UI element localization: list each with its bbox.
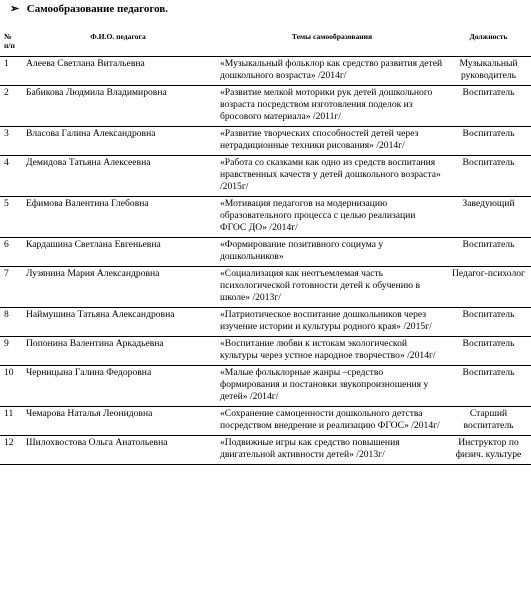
table-row	[0, 57, 531, 86]
teacher-name: Чемарова Наталья Леонидовна	[18, 407, 218, 436]
teacher-name: Лузянина Мария Александровна	[18, 267, 218, 308]
self-education-topic: «Развитие творческих способностей детей через нетрадиционные техники рисования» /2014г/	[218, 127, 446, 156]
row-num: 7	[0, 267, 18, 308]
teacher-name: Черницына Галина Федоровна	[18, 366, 218, 407]
self-education-topic: «Социализация как неотъемлемая часть психологической готовности детей к обучению в школе» /2013г/	[218, 267, 446, 308]
teacher-position: Инструктор по физич. культуре	[446, 436, 531, 465]
self-education-topic: «Патриотическое воспитание дошкольников через изучение истории и культуры родного края» /2015г/	[218, 308, 446, 337]
row-num: 8	[0, 308, 18, 337]
self-education-topic: «Формирование позитивного социума у дошкольников»	[218, 238, 446, 267]
self-education-topic: «Сохранение самоценности дошкольного детства посредством внедрение и реализацию ФГОС» /2014г/	[218, 407, 446, 436]
row-num: 11	[0, 407, 18, 436]
table-row	[0, 436, 531, 465]
header-num: № п/п	[4, 32, 15, 50]
header-topic: Темы самообразования	[291, 32, 373, 41]
teacher-name: Власова Галина Александровна	[18, 127, 218, 156]
table-row	[0, 267, 531, 308]
table-row	[0, 238, 531, 267]
teacher-name: Бабикова Людмила Владимировна	[18, 86, 218, 127]
table-row	[0, 86, 531, 127]
row-num: 2	[0, 86, 18, 127]
self-education-topic: «Подвижные игры как средство повышения двигательной активности детей» /2013г/	[218, 436, 446, 465]
teacher-name: Попонина Валентина Аркадьевна	[18, 337, 218, 366]
teacher-position: Педагог-психолог	[446, 267, 531, 308]
self-education-topic: «Мотивация педагогов на модернизацию образовательного процесса с целью реализации ФГОС ДО» /2014г/	[218, 197, 446, 238]
teacher-name: Демидова Татьяна Алексеевна	[18, 156, 218, 197]
header-position: Должность	[469, 32, 508, 41]
teacher-name: Шилохвостова Ольга Анатольевна	[18, 436, 218, 465]
teacher-position: Заведующий	[446, 197, 531, 238]
row-num: 10	[0, 366, 18, 407]
section-heading	[10, 2, 168, 15]
teacher-position: Музыкальный руководитель	[446, 57, 531, 86]
row-num: 4	[0, 156, 18, 197]
teachers-table-container	[0, 28, 531, 465]
teacher-position: Воспитатель	[446, 156, 531, 197]
header-name: Ф.И.О. педагога	[90, 32, 146, 41]
teacher-name: Ефимова Валентина Глебовна	[18, 197, 218, 238]
row-num: 9	[0, 337, 18, 366]
self-education-topic: «Воспитание любви к истокам экологической культуры через устное народное творчество» /2014г/	[218, 337, 446, 366]
table-row	[0, 197, 531, 238]
table-row	[0, 156, 531, 197]
self-education-topic: «Музыкальный фольклор как средство развития детей дошкольного возраста» /2014г/	[218, 57, 446, 86]
teacher-position: Воспитатель	[446, 308, 531, 337]
row-num: 1	[0, 57, 18, 86]
row-num: 5	[0, 197, 18, 238]
teacher-position: Воспитатель	[446, 127, 531, 156]
teacher-position: Старший воспитатель	[446, 407, 531, 436]
self-education-topic: «Малые фольклорные жанры –средство формирования и постановки звукопроизношения у детей» /2014г/	[218, 366, 446, 407]
table-row	[0, 366, 531, 407]
table-row	[0, 407, 531, 436]
teacher-name: Кардашина Светлана Евгеньевна	[18, 238, 218, 267]
section-title: Самообразование педагогов.	[26, 3, 168, 15]
self-education-topic: «Работа со сказками как одно из средств воспитания нравственных качеств у детей дошкольного возраста» /2015г/	[218, 156, 446, 197]
arrow-bullet-icon: ➢	[10, 3, 20, 15]
table-row	[0, 127, 531, 156]
teacher-position: Воспитатель	[446, 366, 531, 407]
teacher-position: Воспитатель	[446, 238, 531, 267]
teacher-name: Алеева Светлана Витальевна	[18, 57, 218, 86]
self-education-table	[0, 28, 531, 465]
row-num: 12	[0, 436, 18, 465]
row-num: 6	[0, 238, 18, 267]
teacher-position: Воспитатель	[446, 337, 531, 366]
table-row	[0, 337, 531, 366]
teacher-position: Воспитатель	[446, 86, 531, 127]
table-row	[0, 308, 531, 337]
teacher-name: Наймушина Татьяна Александровна	[18, 308, 218, 337]
row-num: 3	[0, 127, 18, 156]
self-education-topic: «Развитие мелкой моторики рук детей дошкольного возраста посредством изготовления поделок из бросового материала» /2011г/	[218, 86, 446, 127]
table-header-row	[0, 28, 531, 57]
